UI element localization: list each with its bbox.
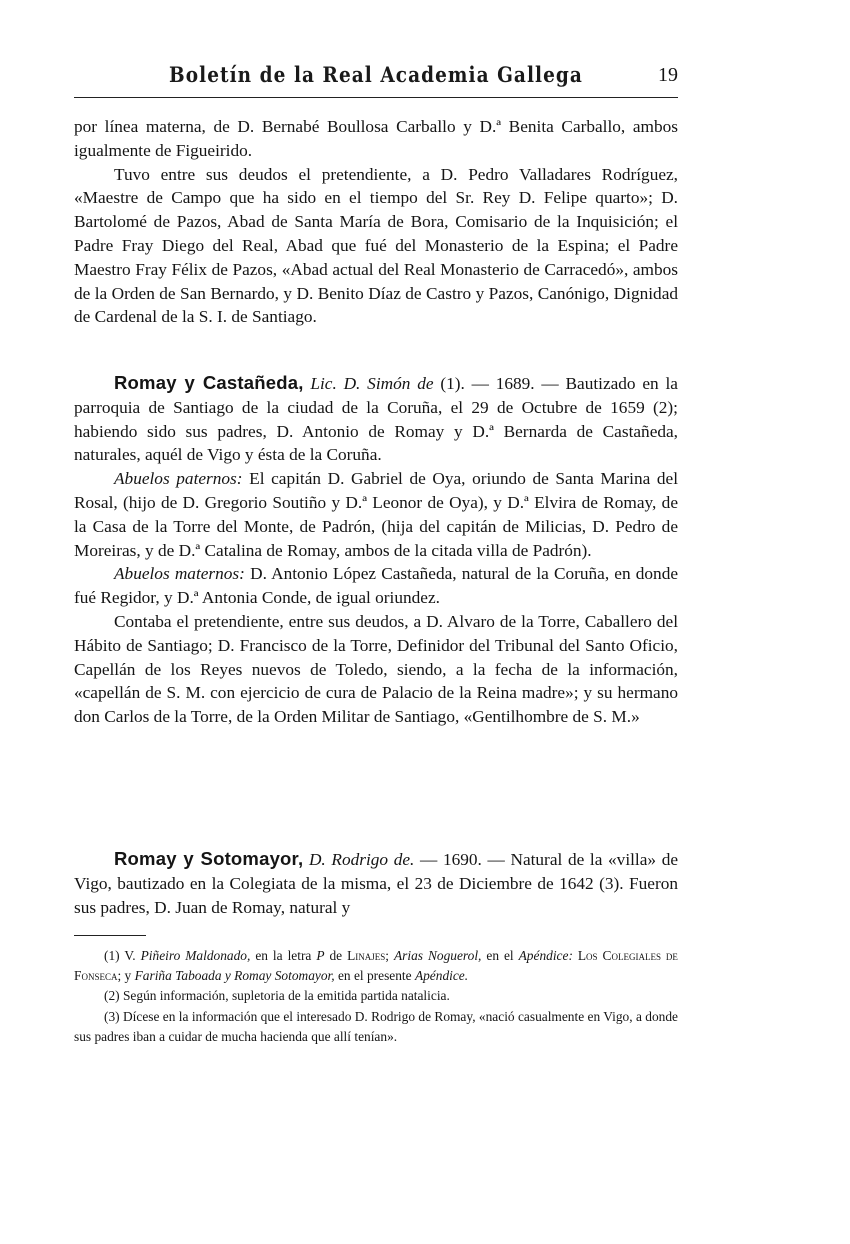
footnote-text: en el — [486, 948, 514, 963]
footnote-mark: (2) — [104, 988, 120, 1004]
footnote-3 — [74, 1007, 678, 1047]
paragraph-text: Bautizado en la parroquia de Santiago de la ciudad de la Coruña, el 29 de Octubre de 1659 (2); habiendo sido sus padres, D. Antonio de Romay y D.ª Bernarda de Castañeda, naturales, aquél de Vigo y ésta de la Coruña. — [74, 374, 678, 465]
entry-romay-sotomayor — [74, 847, 678, 919]
entry-date: (1). — 1689. — — [440, 374, 559, 393]
footnote-text: y — [124, 968, 132, 984]
footnote-italic: Apéndice: — [518, 948, 573, 963]
footnote-mark: (3) — [104, 1008, 120, 1024]
footnote-text: de — [329, 948, 343, 963]
entry-name: Romay y Castañeda, — [114, 372, 304, 393]
header-rule — [74, 97, 678, 98]
footnotes — [74, 946, 678, 1047]
footnote-1 — [74, 946, 678, 986]
footnote-italic: Piñeiro Maldonado, — [140, 948, 251, 963]
footnote-italic: Fariña Taboada y Romay Sotomayor, — [134, 968, 335, 984]
label-maternal: Abuelos maternos: — [114, 564, 245, 584]
entry-romay-castaneda — [74, 371, 678, 729]
page-number: 19 — [658, 64, 678, 86]
continuation-block — [74, 115, 678, 329]
entry-date: — 1690. — — [420, 850, 505, 869]
footnote-mark: (1) — [104, 948, 120, 963]
footnote-text: V. — [124, 948, 136, 963]
entry-title: D. Rodrigo de. — [308, 850, 415, 869]
entry-heading-paragraph — [74, 371, 678, 467]
paragraph-text: Natural de la «villa» de Vigo, bautizado en la Colegiata de la misma, el 23 de Diciembre de 1642 (3). Fueron sus padres, D. Juan de Romay, natural y — [74, 850, 679, 917]
paragraph — [74, 467, 678, 562]
paragraph-text: D. Antonio López Castañeda, natural de la Coruña, en donde fué Regidor, y D.ª Antonia Conde, de igual oriundez. — [74, 564, 679, 608]
label-paternal: Abuelos paternos: — [114, 469, 243, 489]
entry-title: Lic. D. Simón de — [310, 374, 434, 393]
footnote-rule — [74, 935, 146, 936]
paragraph-text: El capitán D. Gabriel de Oya, oriundo de Santa Marina del Rosal, (hijo de D. Gregorio Soutiño y D.ª Leonor de Oya), y D.ª Elvira de Romay, de la Casa de la Torre del Monte, de Padrón, (hija del capitán de Milicias, D. Pedro de Moreiras, y de D.ª Catalina de Romay, ambos de la citada villa de Padrón). — [74, 469, 678, 560]
entry-heading-paragraph — [74, 847, 678, 919]
footnote-smallcaps: Linajes; — [347, 948, 389, 963]
footnote-text: en la letra — [255, 948, 312, 963]
footnote-italic: P — [316, 948, 325, 963]
footnote-text: Dícese en la información que el interesado D. Rodrigo de Romay, «nació casualmente en Vigo, a donde sus padres iban a cuidar de mucha hacienda que allí tenían». — [74, 1008, 678, 1044]
footnote-italic: Arias Noguerol, — [393, 948, 482, 963]
footnote-text: en el presente — [337, 968, 412, 984]
paragraph — [74, 562, 678, 610]
footnote-2 — [74, 986, 678, 1006]
footnote-italic: Apéndice. — [414, 968, 469, 984]
paragraph: Contaba el pretendiente, entre sus deudos, a D. Alvaro de la Torre, Caballero del Hábito de Santiago; D. Francisco de la Torre, Definidor del Tribunal del Santo Oficio, Capellán de los Reyes nuevos de Toledo, siendo, a la fecha de la información, «capellán de S. M. con ejercicio de cura de Palacio de la Reina madre»; y su hermano don Carlos de la Torre, de la Orden Militar de Santiago, «Gentilhombre de S. M.» — [74, 611, 678, 727]
entry-name: Romay y Sotomayor, — [114, 848, 304, 869]
running-header — [74, 58, 678, 98]
footnote-text: Según información, supletoria de la emitida partida natalicia. — [122, 988, 450, 1004]
paragraph: Tuvo entre sus deudos el pretendiente, a D. Pedro Valladares Rodríguez, «Maestre de Campo que ha sido en el tiempo del Sr. Rey D. Felipe quarto»; D. Bartolomé de Pazos, Abad de Santa María de Bora, Comisario de la Inquisición; el Padre Fray Diego del Real, Abad que fué del Monasterio de la Espina; el Padre Maestro Fray Félix de Pazos, «Abad actual del Real Monasterio de Carracedó», ambos de la Orden de San Bernardo, y D. Benito Díaz de Castro y Pazos, Canónigo, Dignidad de Cardenal de la S. I. de Santiago. — [74, 164, 678, 327]
journal-title: Boletín de la Real Academia Gallega — [169, 62, 583, 87]
paragraph: por línea materna, de D. Bernabé Boullosa Carballo y D.ª Benita Carballo, ambos igualmente de Figueirido. — [74, 117, 678, 160]
footnote-smallcaps: Los Colegiales de Fonseca; — [74, 948, 678, 984]
